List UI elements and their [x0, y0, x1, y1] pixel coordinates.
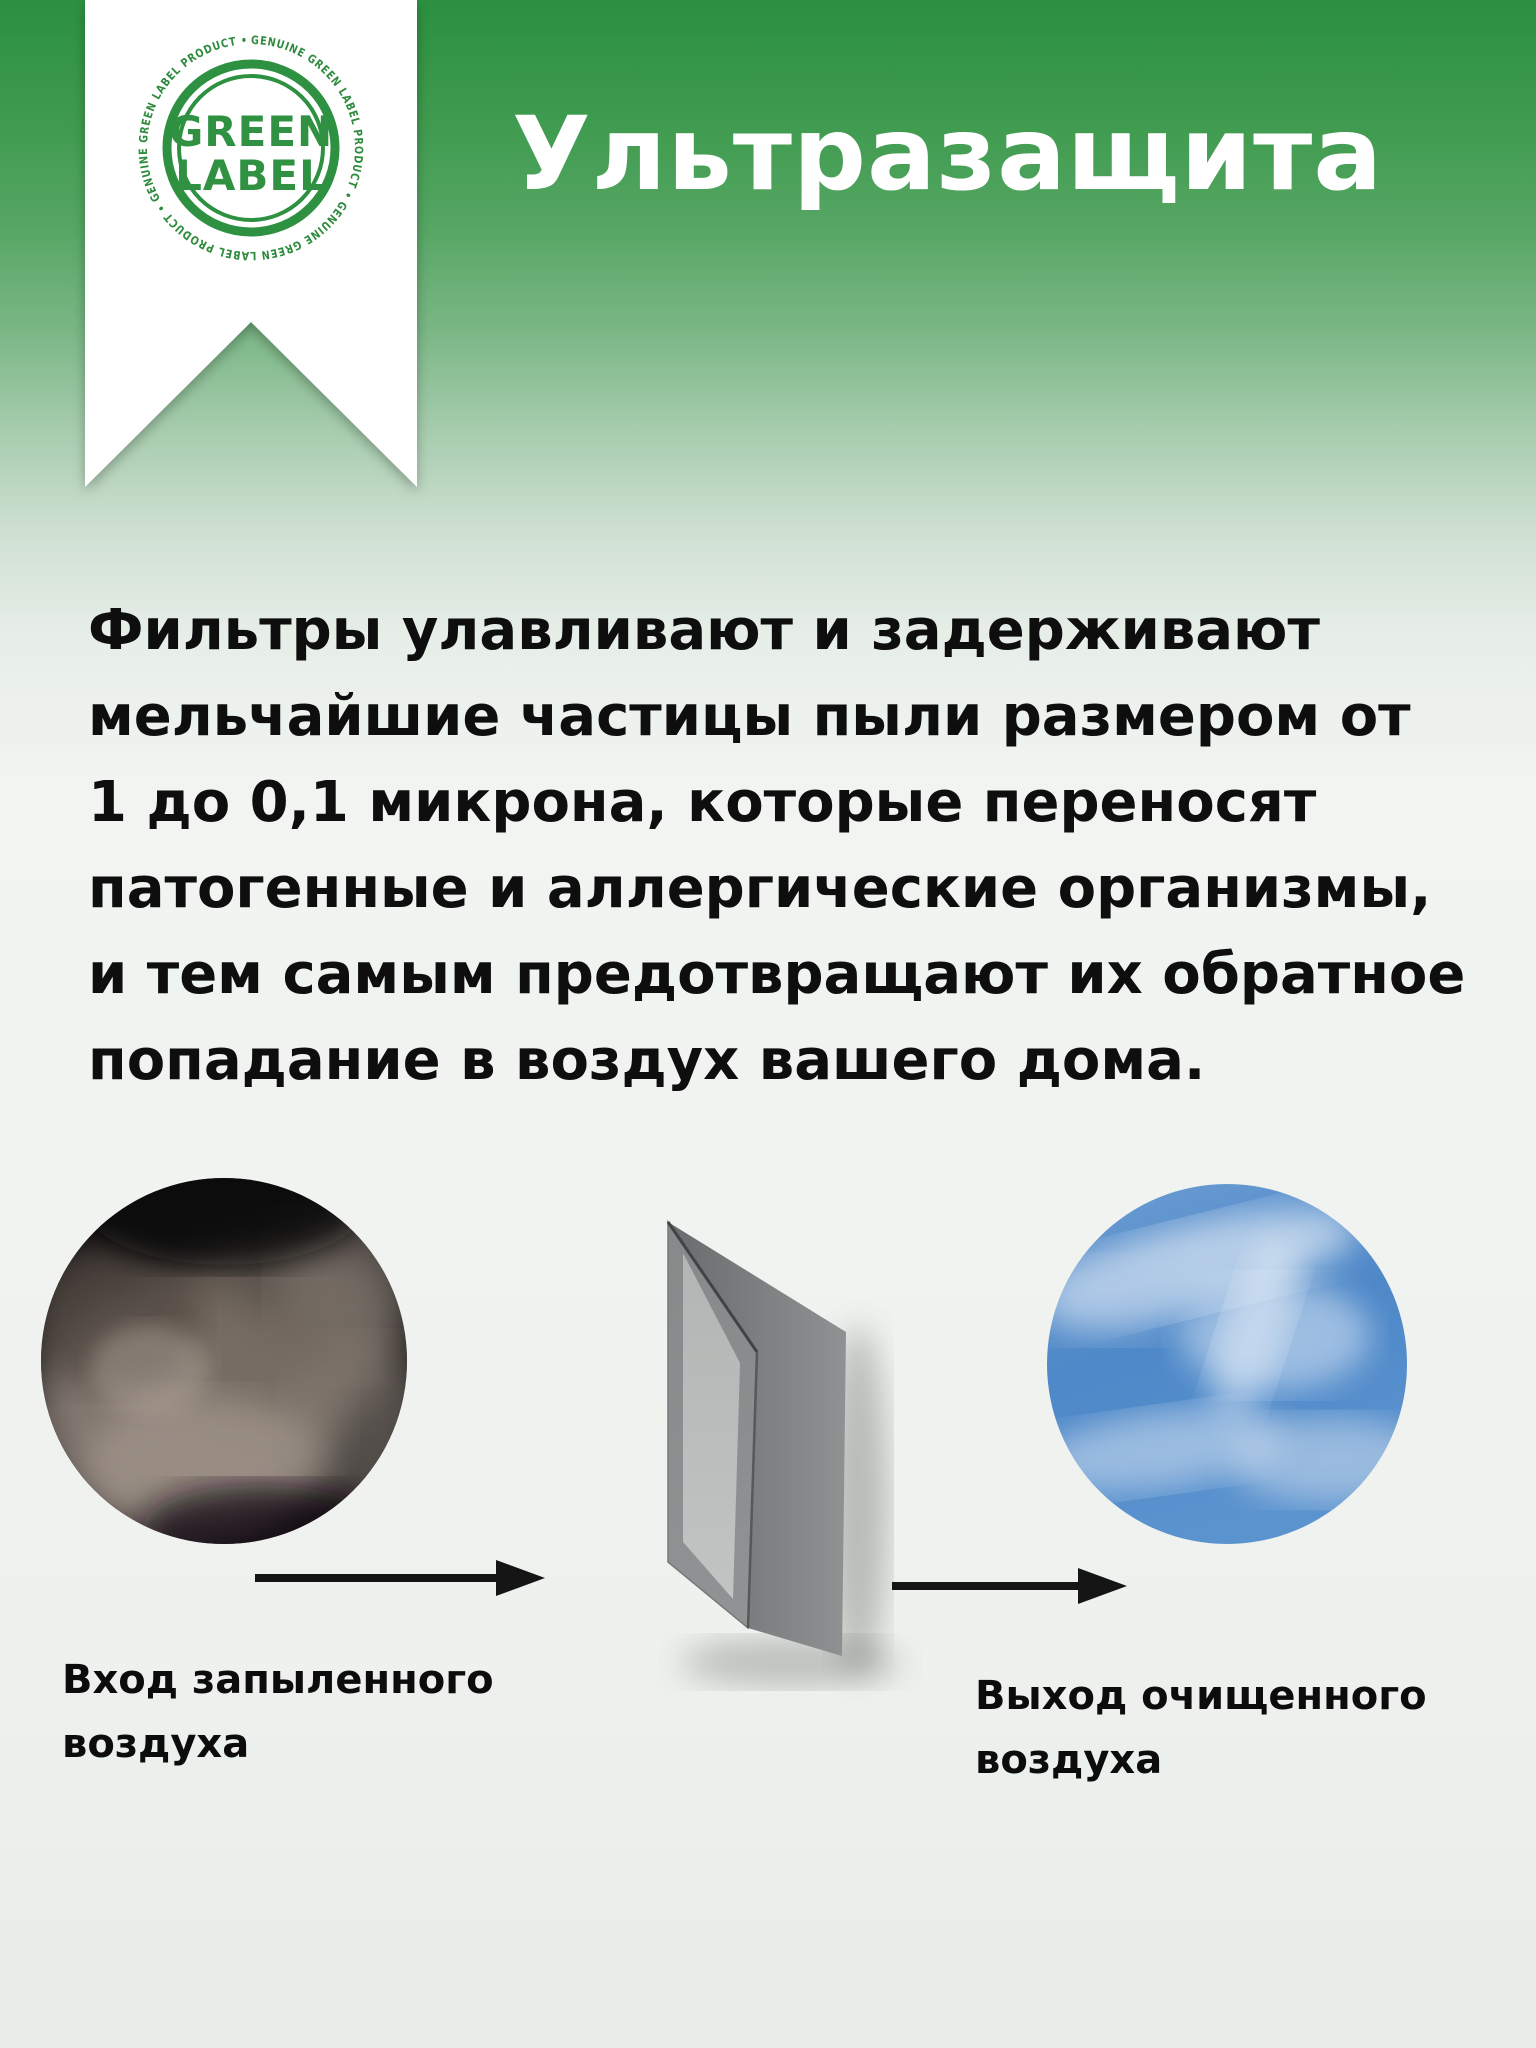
- logo-word-label: LABEL: [175, 151, 327, 200]
- logo-word-green: GREEN: [168, 107, 334, 156]
- paragraph-line: мельчайшие частицы пыли размером от: [88, 684, 1411, 749]
- clean-air-circle-image: [1031, 1184, 1430, 1544]
- paragraph-line: Фильтры улавливают и задерживают: [88, 598, 1320, 663]
- paragraph-line: и тем самым предотвращают их обратное: [88, 942, 1466, 1007]
- output-arrow: [892, 1568, 1127, 1604]
- paragraph-line: патогенные и аллергические организмы,: [88, 856, 1432, 921]
- output-air-label: Выход очищенного воздуха: [975, 1673, 1427, 1783]
- dust-circle-image: [30, 1145, 440, 1575]
- page-title: Ультразащита: [512, 95, 1384, 214]
- green-label-logo: [136, 33, 366, 263]
- input-air-label: Вход запыленного воздуха: [62, 1657, 494, 1767]
- filter-panel-graphic: [668, 1222, 900, 1686]
- body-paragraph: [88, 588, 1508, 1104]
- paragraph-line: 1 до 0,1 микрона, которые переносят: [88, 770, 1317, 835]
- logo-ring-text: GENUINE GREEN LABEL PRODUCT • GENUINE GREEN LABEL PRODUCT • GENUINE GREEN LABEL PRODUCT •: [135, 32, 367, 264]
- input-arrow: [255, 1560, 545, 1596]
- ribbon-badge: [85, 0, 417, 487]
- paragraph-line: попадание в воздух вашего дома.: [88, 1028, 1206, 1093]
